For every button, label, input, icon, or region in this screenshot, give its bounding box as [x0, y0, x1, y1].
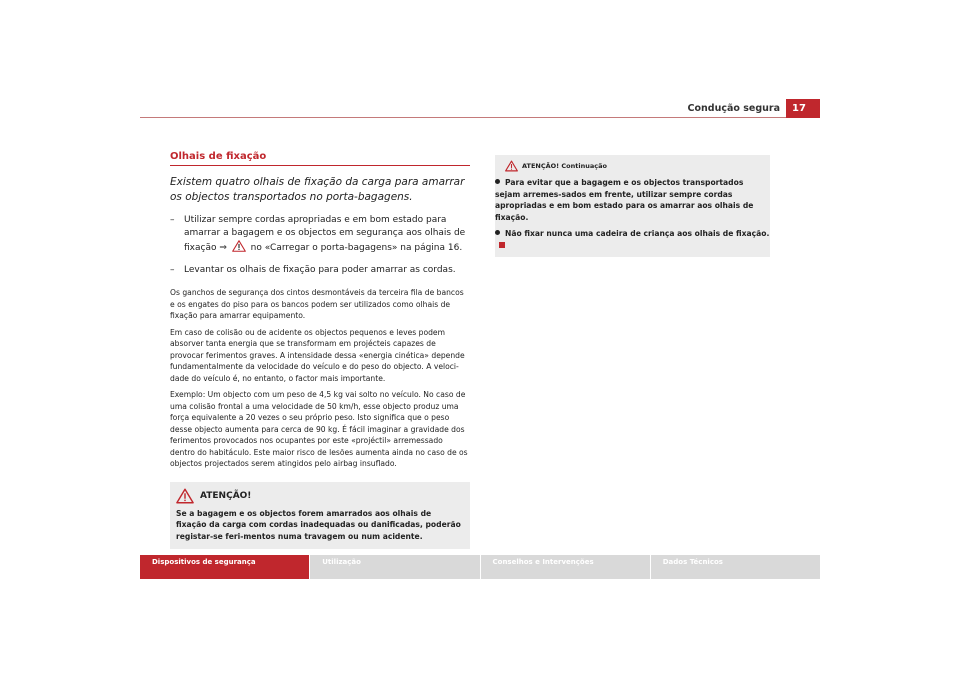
warning-triangle-icon	[505, 160, 518, 172]
bullet-dot	[495, 230, 500, 235]
continuation-item-text: Não fixar nunca uma cadeira de criança aos olhais de fixação.	[505, 229, 770, 238]
chapter-title: Condução segura	[687, 103, 780, 114]
section-title: Olhais de fixação	[170, 151, 470, 166]
dash-bullet: –	[170, 215, 175, 225]
page-number-badge: 17	[786, 99, 820, 118]
continuation-item-text: Para evitar que a bagagem e os objectos transportados sejam arremes-sados em frente, utilizar sempre cordas apropriadas e em bom estado para os amarrar aos olhais de fixação.	[495, 178, 754, 222]
warning-text: Se a bagagem e os objectos forem amarrados aos olhais de fixação da carga com cordas inadequadas ou danificadas, poderão registar-se feri-mentos numa travagem ou num acidente.	[176, 508, 461, 541]
tab-dispositivos-de-seguranca[interactable]: Dispositivos de segurança	[140, 555, 309, 579]
section-end-marker	[499, 242, 505, 248]
warning-continuation-box	[495, 155, 770, 257]
instruction-text: Levantar os olhais de fixação para poder amarrar as cordas.	[184, 265, 456, 275]
instruction-item	[170, 264, 470, 277]
section-lead: Existem quatro olhais de fixação da carga para amarrar os objectos transportados no porta-bagagens.	[170, 176, 465, 203]
continuation-title: ATENÇÃO! Continuação	[522, 162, 607, 170]
warning-header	[176, 488, 464, 504]
header-rule	[140, 117, 820, 118]
warning-box	[170, 482, 470, 550]
body-paragraph: Em caso de colisão ou de acidente os objectos pequenos e leves podem absorver tanta energia que se transformam em projécteis capazes de provocar ferimentos graves. A intensidade dessa «energia cinética» depende fundamentalmente da velocidade do veículo e do peso do objecto. A veloci-dade do veículo é, no entanto, o factor mais importante.	[170, 327, 465, 383]
tab-conselhos-e-intervencoes[interactable]: Conselhos e Intervenções	[481, 555, 650, 579]
warning-title: ATENÇÃO!	[200, 490, 252, 501]
bullet-dot	[495, 179, 500, 184]
instruction-text-before: Utilizar sempre cordas apropriadas e em bom estado para amarrar a bagagem e os objectos em segurança aos olhais de fixação ⇒	[184, 215, 466, 253]
instruction-text-after: no «Carregar o porta-bagagens» na página 16.	[250, 243, 463, 253]
body-paragraph: Os ganchos de segurança dos cintos desmontáveis da terceira fila de bancos e os engates do piso para os bancos podem ser utilizados como olhais de fixação para amarrar equipamento.	[170, 288, 464, 320]
warning-triangle-icon	[176, 488, 194, 504]
left-column	[170, 151, 470, 549]
instruction-item	[170, 214, 470, 255]
chapter-navigation	[140, 555, 820, 579]
dash-bullet: –	[170, 265, 175, 275]
continuation-header	[495, 160, 770, 172]
continuation-item	[495, 177, 770, 223]
continuation-item	[495, 228, 770, 251]
warning-triangle-icon[interactable]	[232, 240, 246, 252]
tab-utilizacao[interactable]: Utilização	[310, 555, 479, 579]
body-paragraph: Exemplo: Um objecto com um peso de 4,5 kg vai solto no veículo. No caso de uma colisão frontal a uma velocidade de 50 km/h, esse objecto produz uma força equivalente a 20 vezes o seu próprio peso. Isto significa que o peso desse objecto aumenta para cerca de 90 kg. É fácil imaginar a gravidade dos ferimentos provocados nos ocupantes por este «projéctil» arremessado dentro do habitáculo. Este maior risco de lesões aumenta ainda no caso de os objectos projectados serem atingidos pelo airbag insuflado.	[170, 390, 468, 468]
tab-dados-tecnicos[interactable]: Dados Técnicos	[651, 555, 820, 579]
